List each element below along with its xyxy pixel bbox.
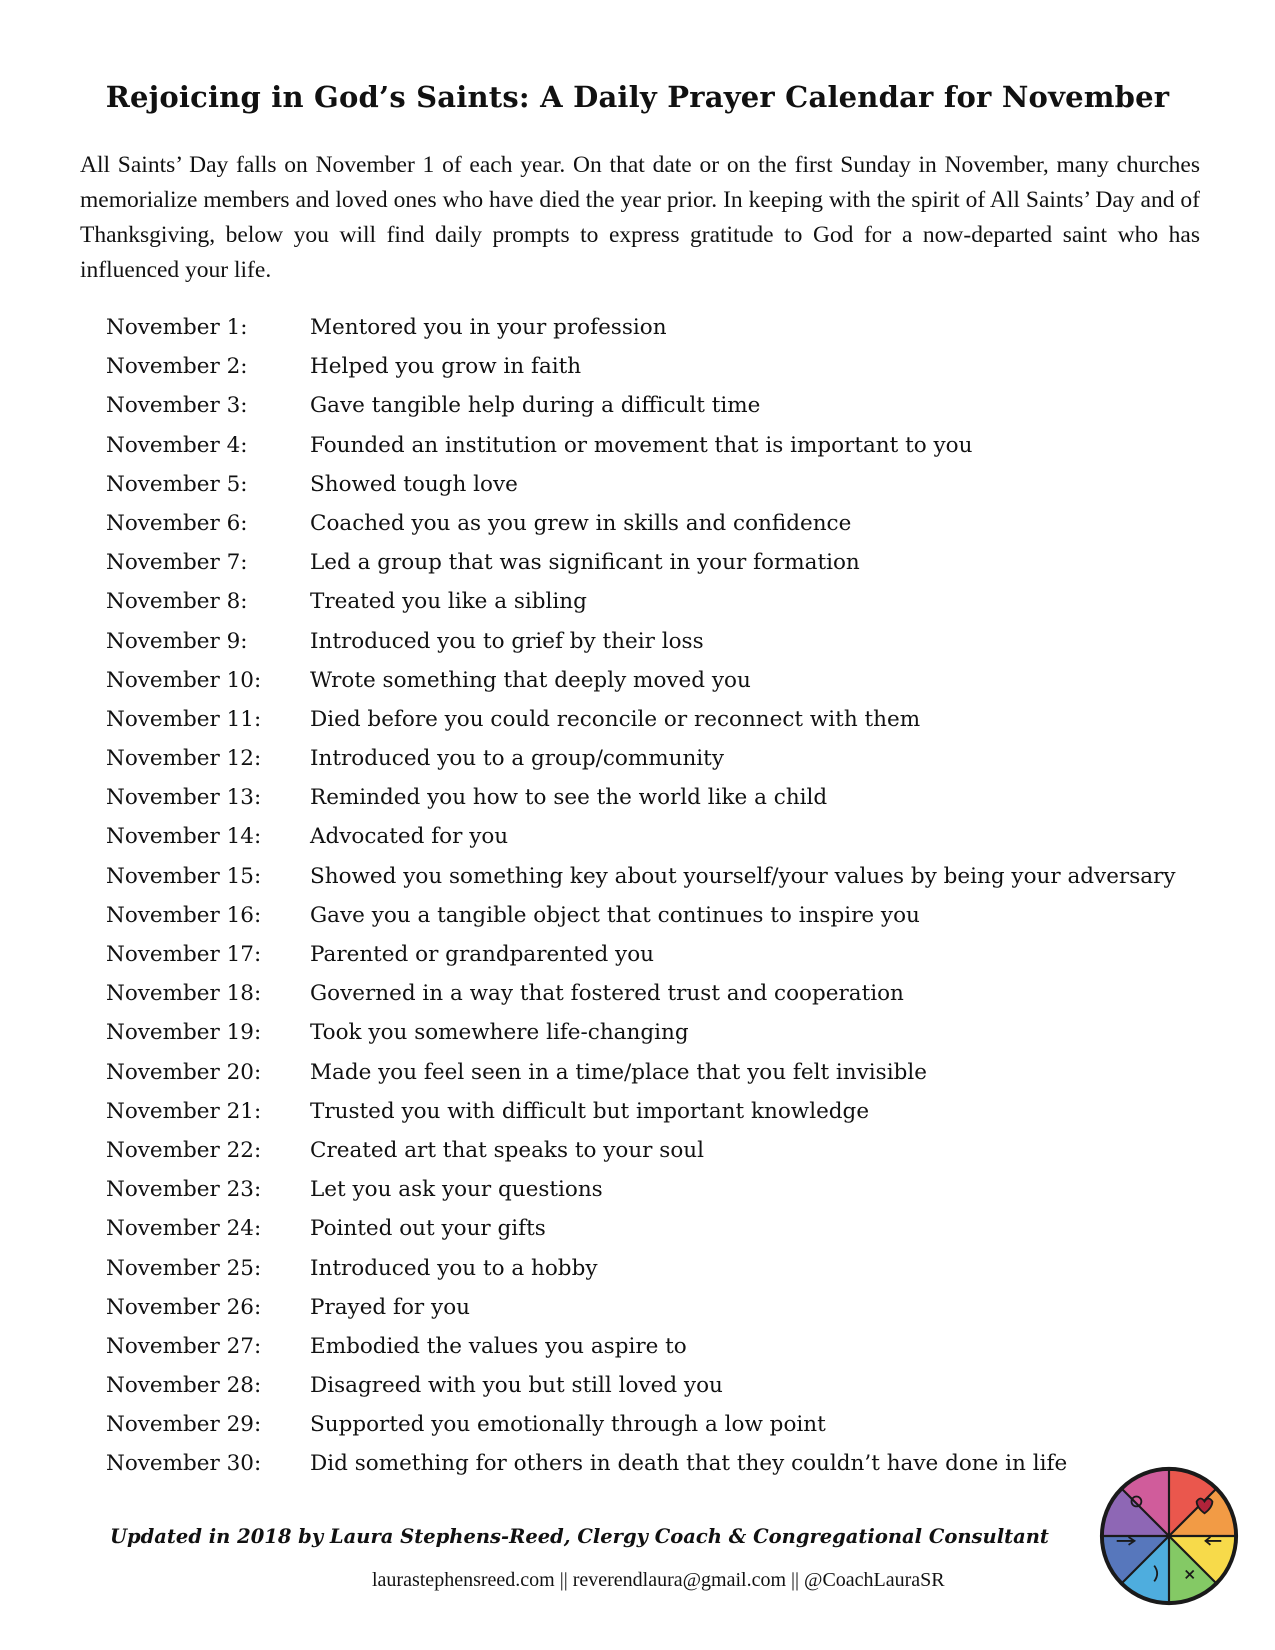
calendar-date: November 19: [106, 1020, 262, 1046]
calendar-date: November 1: [106, 315, 248, 340]
calendar-date: November 3: [106, 393, 248, 419]
calendar-prompt: Disagreed with you but still loved you [310, 1373, 723, 1399]
calendar-prompt: Introduced you to a group/community [310, 746, 724, 772]
calendar-date: November 27: [106, 1333, 262, 1359]
calendar-row [106, 1295, 1216, 1334]
prayer-calendar-list [106, 315, 1216, 1491]
calendar-date: November 13: [106, 785, 262, 811]
calendar-date: November 18: [106, 981, 262, 1007]
calendar-prompt: Let you ask your questions [310, 1177, 603, 1203]
calendar-row [106, 942, 1216, 981]
calendar-date: November 9: [106, 628, 248, 654]
calendar-prompt: Mentored you in your profession [310, 315, 667, 340]
calendar-row [106, 903, 1216, 942]
calendar-row [106, 707, 1216, 746]
calendar-row [106, 1177, 1216, 1216]
calendar-date: November 30: [106, 1451, 262, 1477]
calendar-row [106, 981, 1216, 1020]
calendar-prompt: Treated you like a sibling [310, 589, 587, 615]
page-title: Rejoicing in God’s Saints: A Daily Prayer Calendar for November [105, 80, 1170, 114]
calendar-date: November 24: [106, 1216, 262, 1242]
calendar-date: November 11: [106, 706, 262, 732]
calendar-date: November 23: [106, 1177, 262, 1203]
calendar-row [106, 1256, 1216, 1295]
calendar-row [106, 393, 1216, 432]
calendar-row [106, 511, 1216, 550]
calendar-date: November 5: [106, 471, 248, 497]
calendar-prompt: Took you somewhere life-changing [310, 1020, 689, 1046]
color-wheel-logo-icon [1095, 1462, 1243, 1610]
calendar-prompt: Founded an institution or movement that is important to you [310, 432, 973, 458]
calendar-date: November 8: [106, 589, 248, 615]
calendar-date: November 25: [106, 1255, 262, 1281]
calendar-prompt: Governed in a way that fostered trust and cooperation [310, 981, 904, 1007]
calendar-row [106, 746, 1216, 785]
calendar-prompt: Helped you grow in faith [310, 354, 582, 380]
calendar-row [106, 1451, 1216, 1490]
calendar-prompt: Pointed out your gifts [310, 1216, 546, 1242]
calendar-prompt: Introduced you to a hobby [310, 1255, 598, 1281]
calendar-prompt: Gave tangible help during a difficult time [310, 393, 761, 419]
calendar-prompt: Wrote something that deeply moved you [310, 667, 751, 693]
calendar-row [106, 550, 1216, 589]
calendar-prompt: Parented or grandparented you [310, 942, 654, 967]
calendar-row [106, 354, 1216, 393]
calendar-prompt: Made you feel seen in a time/place that you felt invisible [310, 1059, 927, 1085]
calendar-prompt: Led a group that was significant in your formation [310, 550, 860, 576]
calendar-prompt: Died before you could reconcile or reconnect with them [310, 706, 921, 732]
calendar-row [106, 1373, 1216, 1412]
calendar-row [106, 1216, 1216, 1255]
calendar-prompt: Did something for others in death that they couldn’t have done in life [310, 1451, 1068, 1477]
calendar-prompt: Embodied the values you aspire to [310, 1333, 687, 1359]
calendar-row [106, 433, 1216, 472]
calendar-date: November 2: [106, 354, 248, 380]
calendar-row [106, 315, 1216, 354]
calendar-row [106, 668, 1216, 707]
calendar-prompt: Created art that speaks to your soul [310, 1137, 704, 1163]
calendar-row [106, 785, 1216, 824]
calendar-prompt: Showed tough love [310, 471, 518, 497]
calendar-date: November 26: [106, 1294, 262, 1320]
footer-credit: Updated in 2018 by Laura Stephens-Reed, Clergy Coach & Congregational Consultant [110, 1525, 1049, 1548]
calendar-prompt: Reminded you how to see the world like a child [310, 785, 828, 811]
calendar-date: November 16: [106, 902, 262, 928]
calendar-date: November 14: [106, 824, 262, 850]
footer-contact: laurastephensreed.com || reverendlaura@gmail.com || @CoachLauraSR [372, 1569, 945, 1591]
wheel-spokes [1102, 1469, 1236, 1603]
calendar-row [106, 824, 1216, 863]
calendar-row [106, 1412, 1216, 1451]
calendar-date: November 29: [106, 1412, 262, 1438]
calendar-row [106, 1099, 1216, 1138]
calendar-date: November 6: [106, 510, 248, 536]
calendar-date: November 28: [106, 1373, 262, 1399]
calendar-row [106, 472, 1216, 511]
calendar-row [106, 1334, 1216, 1373]
calendar-row [106, 589, 1216, 628]
calendar-prompt: Trusted you with difficult but important knowledge [310, 1098, 870, 1124]
calendar-prompt: Prayed for you [310, 1294, 470, 1320]
calendar-prompt: Introduced you to grief by their loss [310, 628, 704, 654]
calendar-prompt: Showed you something key about yourself/your values by being your adversary [310, 863, 1176, 889]
calendar-row [106, 629, 1216, 668]
intro-paragraph: All Saints’ Day falls on November 1 of each year. On that date or on the first Sunday in November, many churches memorialize members and loved ones who have died the year prior. In keeping with the spirit of All Saints’ Day and of Thanksgiving, below you will find daily prompts to express gratitude to God for a now-departed saint who has influenced your life. [80, 152, 1200, 283]
calendar-prompt: Gave you a tangible object that continues to inspire you [310, 902, 920, 928]
calendar-prompt: Supported you emotionally through a low point [310, 1412, 826, 1438]
calendar-date: November 17: [106, 942, 262, 967]
calendar-row [106, 1020, 1216, 1059]
calendar-row [106, 864, 1216, 903]
calendar-prompt: Advocated for you [310, 824, 509, 850]
calendar-row [106, 1060, 1216, 1099]
calendar-row [106, 1138, 1216, 1177]
calendar-date: November 15: [106, 863, 262, 889]
calendar-date: November 4: [106, 432, 248, 458]
calendar-prompt: Coached you as you grew in skills and confidence [310, 510, 852, 536]
calendar-date: November 12: [106, 746, 262, 772]
calendar-date: November 7: [106, 550, 248, 576]
calendar-date: November 20: [106, 1059, 262, 1085]
calendar-date: November 22: [106, 1137, 262, 1163]
calendar-date: November 10: [106, 667, 262, 693]
calendar-date: November 21: [106, 1098, 262, 1124]
